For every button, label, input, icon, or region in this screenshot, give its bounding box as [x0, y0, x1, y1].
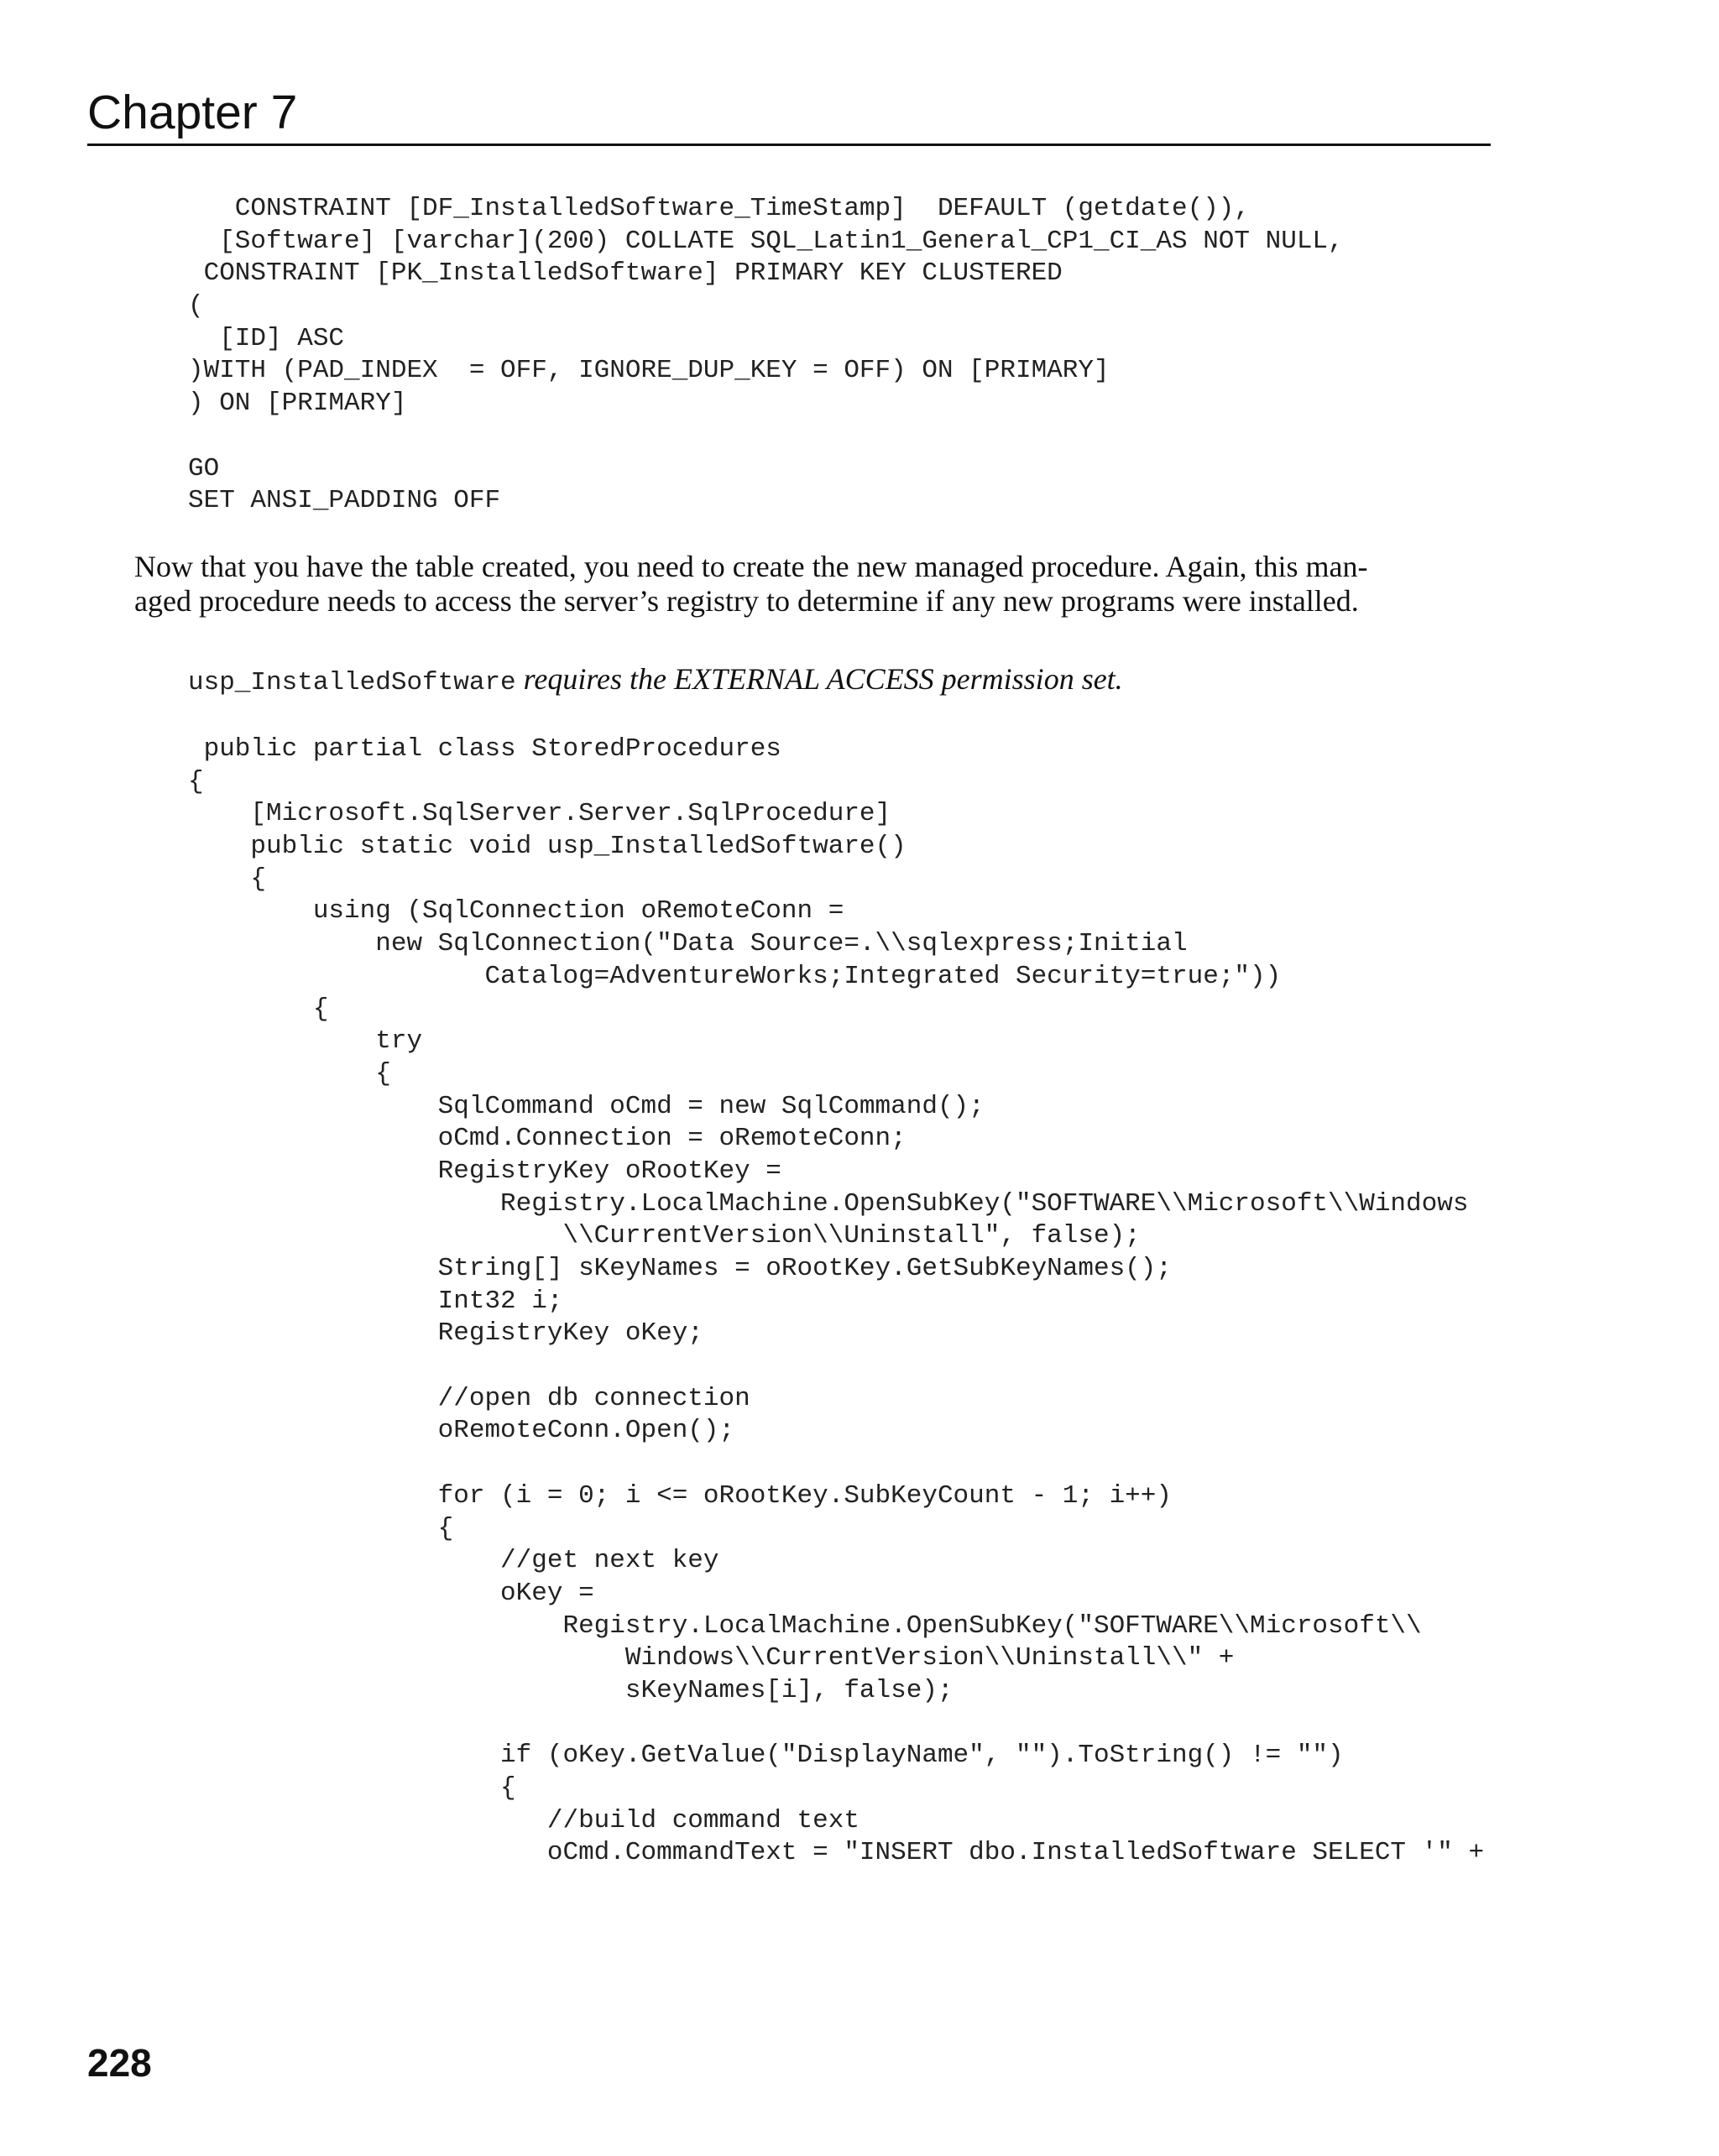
code-line: public static void usp_InstalledSoftware() — [188, 832, 907, 862]
header-rule — [87, 144, 1491, 146]
code-line: String[] sKeyNames = oRootKey.GetSubKeyNames(); — [188, 1254, 1172, 1283]
body-line: Now that you have the table created, you need to create the new managed procedure. Again, this man- — [134, 550, 1368, 583]
code-line: sKeyNames[i], false); — [188, 1675, 954, 1705]
code-line: using (SqlConnection oRemoteConn = — [188, 896, 844, 927]
code-line: //build command text — [188, 1805, 860, 1835]
code-line: if (oKey.GetValue("DisplayName", "").ToString() != "") — [188, 1741, 1344, 1771]
code-line: [Microsoft.SqlServer.Server.SqlProcedure] — [188, 799, 891, 829]
body-line: aged procedure needs to access the server’s registry to determine if any new programs were installed. — [134, 584, 1359, 618]
code-line: { — [188, 864, 267, 894]
note-procedure-name: usp_InstalledSoftware — [188, 668, 516, 697]
code-line: //get next key — [188, 1546, 719, 1576]
code-line: { — [188, 1773, 516, 1803]
code-line: ) ON [PRIMARY] — [188, 389, 407, 419]
code-line: oRemoteConn.Open(); — [188, 1416, 735, 1446]
code-line: //open db connection — [188, 1383, 750, 1413]
code-line: [Software] [varchar](200) COLLATE SQL_Latin1_General_CP1_CI_AS NOT NULL, — [188, 226, 1344, 256]
code-line: SET ANSI_PADDING OFF — [188, 486, 501, 516]
permission-note — [188, 662, 1123, 700]
code-line: oKey = — [188, 1578, 594, 1608]
page-number: 228 — [87, 2041, 152, 2085]
code-line: Int32 i; — [188, 1286, 563, 1316]
code-line — [188, 1448, 1484, 1480]
code-line — [188, 1708, 1484, 1741]
code-line: { — [188, 994, 329, 1024]
code-line: for (i = 0; i <= oRootKey.SubKeyCount - 1; i++) — [188, 1480, 1172, 1511]
code-line: ( — [188, 291, 204, 321]
code-line: { — [188, 1513, 454, 1543]
body-paragraph — [134, 550, 1469, 619]
code-block-table-definition — [188, 193, 1344, 518]
code-line: \\CurrentVersion\\Uninstall", false); — [188, 1221, 1141, 1251]
code-line: new SqlConnection("Data Source=.\\sqlexpress;Initial — [188, 929, 1188, 959]
code-line: { — [188, 766, 204, 796]
code-line: CONSTRAINT [PK_InstalledSoftware] PRIMARY KEY CLUSTERED — [188, 258, 1063, 289]
code-line: Registry.LocalMachine.OpenSubKey("SOFTWARE\\Microsoft\\Windows — [188, 1188, 1469, 1219]
code-line: [ID] ASC — [188, 323, 345, 353]
code-block-stored-procedure — [188, 733, 1484, 1870]
code-line: CONSTRAINT [DF_InstalledSoftware_TimeStamp] DEFAULT (getdate()), — [188, 194, 1251, 223]
code-line — [188, 420, 1344, 453]
code-line — [188, 1350, 1484, 1383]
code-line: Windows\\CurrentVersion\\Uninstall\\" + — [188, 1643, 1235, 1673]
code-line: )WITH (PAD_INDEX = OFF, IGNORE_DUP_KEY = OFF) ON [PRIMARY] — [188, 356, 1110, 386]
code-line: Registry.LocalMachine.OpenSubKey("SOFTWARE\\Microsoft\\ — [188, 1610, 1422, 1641]
code-line: RegistryKey oRootKey = — [188, 1156, 781, 1186]
code-line: RegistryKey oKey; — [188, 1318, 703, 1349]
chapter-title: Chapter 7 — [87, 86, 298, 139]
code-line: Catalog=AdventureWorks;Integrated Security=true;")) — [188, 961, 1282, 991]
code-line: SqlCommand oCmd = new SqlCommand(); — [188, 1091, 985, 1121]
note-text: requires the EXTERNAL ACCESS permission set. — [515, 662, 1123, 696]
code-line: oCmd.Connection = oRemoteConn; — [188, 1124, 907, 1154]
code-line: { — [188, 1058, 391, 1088]
code-line: try — [188, 1026, 423, 1057]
code-line: public partial class StoredProcedures — [188, 734, 781, 764]
code-line: oCmd.CommandText = "INSERT dbo.InstalledSoftware SELECT '" + — [188, 1838, 1485, 1868]
code-line: GO — [188, 453, 220, 483]
